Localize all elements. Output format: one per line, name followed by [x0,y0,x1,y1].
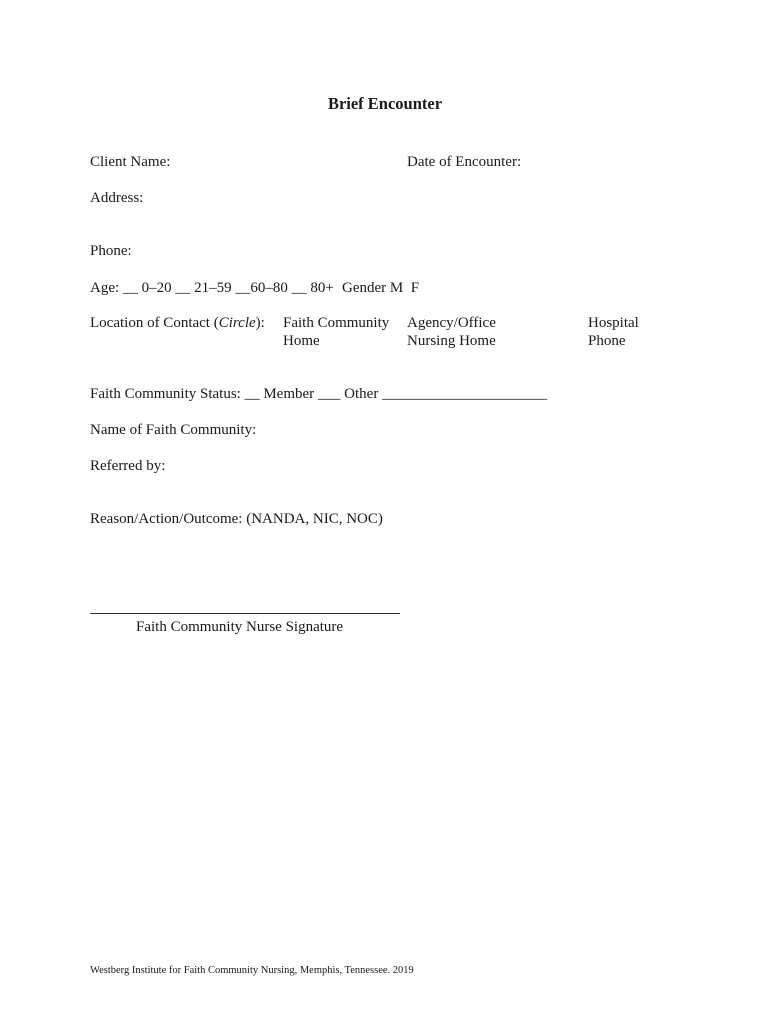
date-of-encounter-label: Date of Encounter: [407,154,522,170]
location-option-phone: Phone [588,333,626,349]
signature-line [90,613,400,614]
signature-caption: Faith Community Nurse Signature [136,619,344,635]
location-of-contact-label [90,314,265,332]
address-label: Address: [90,190,144,206]
location-option-hospital: Hospital [588,315,639,331]
location-option-home: Home [283,333,320,349]
location-label-circle: Circle [218,315,256,331]
faith-community-status: Faith Community Status: __ Member ___ Other ______________________ [90,386,548,402]
reason-action-outcome-label: Reason/Action/Outcome: (NANDA, NIC, NOC) [90,511,383,527]
referred-by-label: Referred by: [90,458,166,474]
form-title: Brief Encounter [327,94,443,113]
client-name-label: Client Name: [90,154,171,170]
location-label-suffix: ): [255,315,265,331]
location-option-faith-community: Faith Community [283,315,390,331]
footer-text: Westberg Institute for Faith Community Nursing, Memphis, Tennessee. 2019 [90,965,414,976]
location-label-prefix: Location of Contact ( [90,315,219,331]
age-options: Age: __ 0–20 __ 21–59 __60–80 __ 80+ [90,280,334,296]
location-option-agency-office: Agency/Office [407,315,496,331]
phone-label: Phone: [90,243,132,259]
gender-options: Gender M F [342,280,420,296]
location-option-nursing-home: Nursing Home [407,333,496,349]
faith-community-name-label: Name of Faith Community: [90,422,257,438]
